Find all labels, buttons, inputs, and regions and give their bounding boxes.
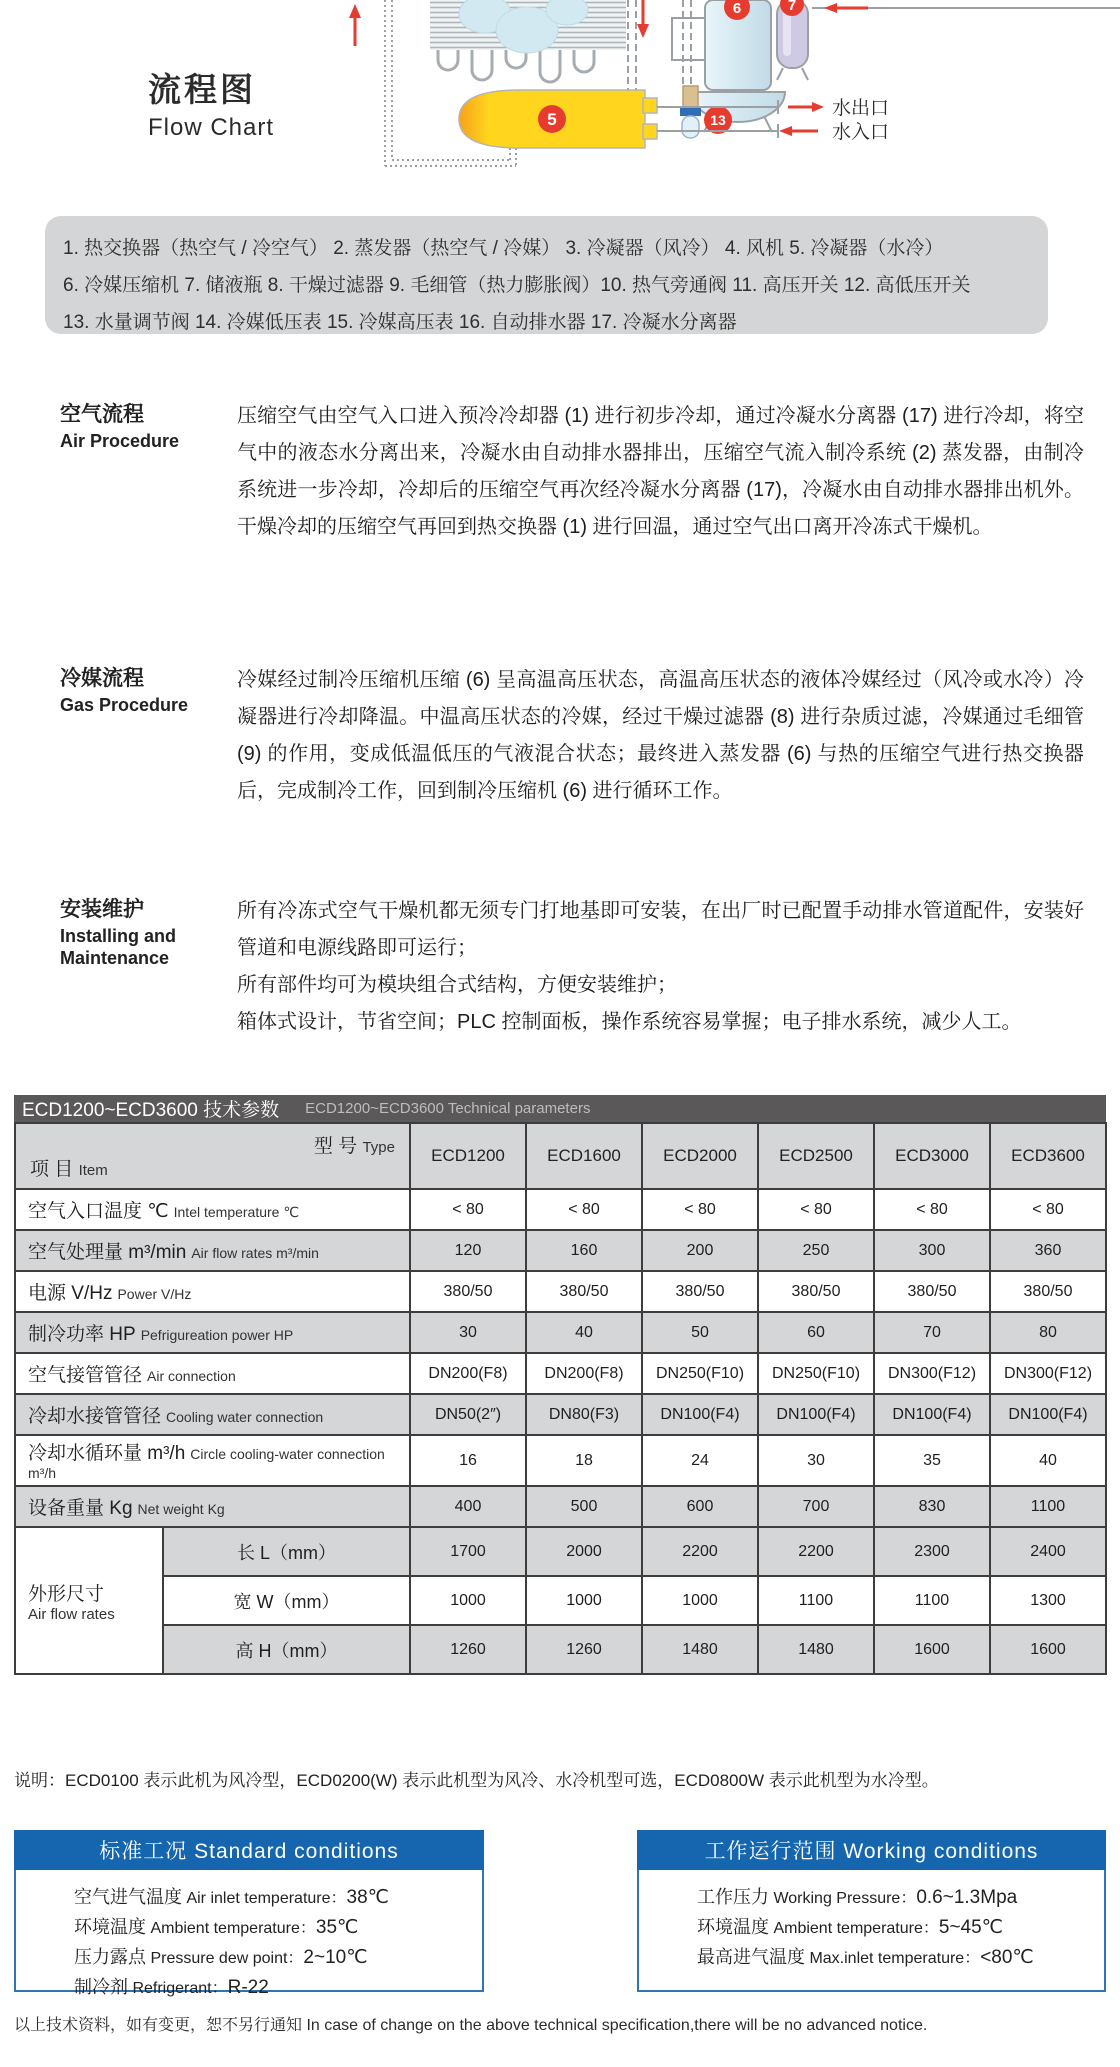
paragraph: 压缩空气由空气入口进入预冷冷却器 (1) 进行初步冷却，通过冷凝水分离器 (17) 进行冷却，将空气中的液态水分离出来，冷凝水由自动排水器排出，压缩空气流入制冷系统 (2) 蒸发器，由制冷系统进一步冷却，冷却后的压缩空气再次经冷凝水分离器 (17)，冷凝水由自动排水器排出机外。干燥冷却的压缩空气再回到热交换器 (1) 进行回温，通过空气出口离开冷冻式干燥机。 [237, 405, 1084, 538]
corner-item-label: 项 目 Item [30, 1159, 108, 1180]
dim-group-label: 外形尺寸 Air flow rates [15, 1527, 163, 1674]
model-note: 说明：ECD0100 表示此机为风冷型，ECD0200(W) 表示此机型为风冷、水冷机型可选，ECD0800W 表示此机型为水冷型。 [14, 1771, 939, 1790]
air-down-arrow-icon [637, 0, 649, 38]
model-header: ECD1600 [526, 1123, 642, 1189]
spec-cell: 250 [758, 1230, 874, 1271]
condition-line: 环境温度 Ambient temperature：5~45℃ [697, 1917, 1004, 1938]
legend-line-3: 13. 水量调节阀 14. 冷媒低压表 15. 冷媒高压表 16. 自动排水器 17. 冷凝水分离器 [63, 312, 737, 333]
spec-cell: 380/50 [642, 1271, 758, 1312]
spec-cell: 1000 [526, 1576, 642, 1625]
dashed-pipes [628, 0, 691, 95]
badge-7-label: 7 [787, 0, 797, 14]
badge-6-label: 6 [732, 0, 742, 17]
spec-cell: DN100(F4) [874, 1394, 990, 1435]
section-gas-procedure [60, 662, 1084, 810]
section-title [60, 893, 237, 1041]
standard-conditions-box [14, 1830, 484, 1998]
spec-cell: 60 [758, 1312, 874, 1353]
table-header-row [15, 1123, 1106, 1189]
spec-cell: DN300(F12) [990, 1353, 1106, 1394]
page-footer: 以上技术资料，如有变更，恕不另行通知 In case of change on the above technical specification,there will be no advanced notice. [14, 2017, 928, 2034]
spec-row-power: 电源 V/Hz Power V/Hz 380/50 380/50 380/50 380/50 380/50 380/50 [15, 1271, 1106, 1312]
section-title-en: Air Procedure [60, 431, 180, 451]
spec-cell: 120 [410, 1230, 526, 1271]
condition-line: 制冷剂 Refrigerant：R-22 [74, 1977, 269, 1998]
spec-row-circle-cooling-water: 冷却水循环量 m³/h Circle cooling-water connection m³/h 16 18 24 30 35 40 [15, 1435, 1106, 1486]
spec-cell: DN100(F4) [758, 1394, 874, 1435]
spec-cell: 400 [410, 1486, 526, 1527]
spec-cell: 18 [526, 1435, 642, 1486]
spec-cell: 40 [990, 1435, 1106, 1486]
spec-cell: 2300 [874, 1527, 990, 1576]
standard-conditions-title: 标准工况 Standard conditions [14, 1830, 484, 1870]
air-up-arrow-icon [349, 4, 361, 46]
spec-cell: < 80 [758, 1189, 874, 1230]
working-conditions-title: 工作运行范围 Working conditions [637, 1830, 1106, 1870]
page-title: 流程图 [148, 71, 256, 108]
spec-cell: 50 [642, 1312, 758, 1353]
refrigerant-return-pipe [812, 3, 1120, 13]
spec-cell: 40 [526, 1312, 642, 1353]
spec-row-refrigeration-power: 制冷功率 HP Pefrigureation power HP 30 40 50 60 70 80 [15, 1312, 1106, 1353]
spec-cell: 16 [410, 1435, 526, 1486]
model-header: ECD3600 [990, 1123, 1106, 1189]
badge-13-label: 13 [710, 112, 726, 128]
spec-cell: 1600 [990, 1625, 1106, 1674]
spec-cell: 360 [990, 1230, 1106, 1271]
legend-line-1: 1. 热交换器（热空气 / 冷空气） 2. 蒸发器（热空气 / 冷媒） 3. 冷凝器（风冷） 4. 风机 5. 冷凝器（水冷） [63, 238, 944, 259]
spec-row-cooling-water-connection: 冷却水接管管径 Cooling water connection DN50(2″) DN80(F3) DN100(F4) DN100(F4) DN100(F4) DN100(F4) [15, 1394, 1106, 1435]
water-condenser-tank [459, 90, 657, 148]
spec-cell: 300 [874, 1230, 990, 1271]
spec-cell: DN100(F4) [990, 1394, 1106, 1435]
dim-label: 宽 W（mm） [163, 1576, 410, 1625]
spec-cell: 1260 [410, 1625, 526, 1674]
standard-conditions-body [14, 1870, 484, 1998]
spec-cell: 30 [758, 1435, 874, 1486]
spec-table-titlebar [14, 1095, 1106, 1122]
spec-cell: DN50(2″) [410, 1394, 526, 1435]
page-subtitle: Flow Chart [148, 114, 275, 141]
water-outlet-label: 水出口 [832, 98, 890, 119]
condition-line: 最高进气温度 Max.inlet temperature：<80℃ [697, 1947, 1034, 1968]
spec-row-net-weight: 设备重量 Kg Net weight Kg 400 500 600 700 830 1100 [15, 1486, 1106, 1527]
spec-cell: 1100 [758, 1576, 874, 1625]
spec-table-title-zh: ECD1200~ECD3600 技术参数 [22, 1100, 280, 1121]
condition-line: 空气进气温度 Air inlet temperature：38℃ [74, 1887, 390, 1908]
section-body [237, 662, 1084, 810]
spec-table-title-en: ECD1200~ECD3600 Technical parameters [305, 1100, 591, 1117]
spec-cell: 70 [874, 1312, 990, 1353]
working-conditions-box [637, 1830, 1106, 1992]
paragraph: 箱体式设计，节省空间；PLC 控制面板，操作系统容易掌握；电子排水系统，减少人工。 [237, 1011, 1022, 1033]
dim-row-length [15, 1527, 1106, 1576]
section-title [60, 398, 237, 546]
condition-line: 工作压力 Working Pressure：0.6~1.3Mpa [697, 1887, 1018, 1908]
spec-cell: 1100 [874, 1576, 990, 1625]
condition-line: 压力露点 Pressure dew point：2~10℃ [74, 1947, 368, 1968]
model-header: ECD2000 [642, 1123, 758, 1189]
model-header: ECD1200 [410, 1123, 526, 1189]
spec-cell: < 80 [410, 1189, 526, 1230]
section-installing-maintenance [60, 893, 1084, 1041]
working-conditions-body [637, 1870, 1106, 1992]
dim-label: 高 H（mm） [163, 1625, 410, 1674]
spec-cell: 380/50 [410, 1271, 526, 1312]
spec-cell: 24 [642, 1435, 758, 1486]
paragraph: 所有冷冻式空气干燥机都无须专门打地基即可安装，在出厂时已配置手动排水管道配件，安装好管道和电源线路即可运行； [237, 900, 1084, 959]
spec-cell: 1000 [642, 1576, 758, 1625]
spec-cell: DN100(F4) [642, 1394, 758, 1435]
spec-cell: < 80 [642, 1189, 758, 1230]
paragraph: 所有部件均可为模块组合式结构，方便安装维护； [237, 974, 677, 996]
spec-table [14, 1122, 1107, 1675]
spec-cell: 80 [990, 1312, 1106, 1353]
spec-cell: < 80 [874, 1189, 990, 1230]
model-header: ECD2500 [758, 1123, 874, 1189]
paragraph: 冷媒经过制冷压缩机压缩 (6) 呈高温高压状态，高温高压状态的液体冷媒经过（风冷或水冷）冷凝器进行冷却降温。中温高压状态的冷媒，经过干燥过滤器 (8) 进行杂质过滤，冷媒通过毛细管 (9) 的作用，变成低温低压的气液混合状态；最终进入蒸发器 (6) 与热的压缩空气进行热交换器后，完成制冷工作，回到制冷压缩机 (6) 进行循环工作。 [237, 669, 1084, 802]
spec-cell: 2000 [526, 1527, 642, 1576]
spec-cell: 380/50 [526, 1271, 642, 1312]
spec-cell: 2200 [758, 1527, 874, 1576]
receiver-vessel [777, 0, 808, 80]
spec-cell: 30 [410, 1312, 526, 1353]
section-title-en: Gas Procedure [60, 695, 189, 715]
dim-row-width [15, 1576, 1106, 1625]
spec-cell: 2200 [642, 1527, 758, 1576]
badge-5-label: 5 [547, 110, 557, 129]
component-legend [45, 216, 1048, 334]
spec-cell: 380/50 [758, 1271, 874, 1312]
spec-cell: DN200(F8) [410, 1353, 526, 1394]
spec-cell: 500 [526, 1486, 642, 1527]
dim-label: 长 L（mm） [163, 1527, 410, 1576]
corner-type-label: 型 号 Type [313, 1136, 395, 1157]
spec-cell: < 80 [526, 1189, 642, 1230]
spec-cell: 380/50 [990, 1271, 1106, 1312]
spec-cell: DN200(F8) [526, 1353, 642, 1394]
spec-cell: 1300 [990, 1576, 1106, 1625]
spec-cell: < 80 [990, 1189, 1106, 1230]
spec-cell: 1100 [990, 1486, 1106, 1527]
model-header: ECD3000 [874, 1123, 990, 1189]
section-title-zh: 空气流程 [60, 403, 144, 426]
legend-line-2: 6. 冷媒压缩机 7. 储液瓶 8. 干燥过滤器 9. 毛细管（热力膨胀阀）10. 热气旁通阀 11. 高压开关 12. 高低压开关 [63, 275, 971, 296]
spec-cell: DN250(F10) [758, 1353, 874, 1394]
spec-cell: 830 [874, 1486, 990, 1527]
section-title-en: Installing and Maintenance [60, 926, 177, 968]
spec-row-air-flow: 空气处理量 m³/min Air flow rates m³/min 120 160 200 250 300 360 [15, 1230, 1106, 1271]
spec-cell: DN250(F10) [642, 1353, 758, 1394]
spec-row-air-connection: 空气接管管径 Air connection DN200(F8) DN200(F8) DN250(F10) DN250(F10) DN300(F12) DN300(F12) [15, 1353, 1106, 1394]
spec-cell: DN300(F12) [874, 1353, 990, 1394]
condition-line: 环境温度 Ambient temperature：35℃ [74, 1917, 359, 1938]
section-title [60, 662, 237, 810]
section-body [237, 398, 1084, 546]
spec-cell: 1260 [526, 1625, 642, 1674]
spec-row-inlet-temp: 空气入口温度 ℃ Intel temperature ℃ < 80 < 80 < 80 < 80 < 80 < 80 [15, 1189, 1106, 1230]
spec-cell: 200 [642, 1230, 758, 1271]
dim-row-height [15, 1625, 1106, 1674]
spec-cell: 35 [874, 1435, 990, 1486]
spec-cell: 160 [526, 1230, 642, 1271]
table-corner-cell [15, 1123, 410, 1189]
spec-cell: 700 [758, 1486, 874, 1527]
spec-cell: 1700 [410, 1527, 526, 1576]
section-title-zh: 冷媒流程 [60, 667, 144, 690]
section-air-procedure [60, 398, 1084, 546]
section-body [237, 893, 1084, 1041]
spec-cell: 600 [642, 1486, 758, 1527]
spec-cell: 1600 [874, 1625, 990, 1674]
spec-cell: 380/50 [874, 1271, 990, 1312]
spec-cell: 1480 [758, 1625, 874, 1674]
spec-cell: DN80(F3) [526, 1394, 642, 1435]
flow-chart-title-block [148, 64, 274, 142]
section-title-zh: 安装维护 [60, 898, 144, 921]
spec-cell: 1000 [410, 1576, 526, 1625]
spec-cell: 2400 [990, 1527, 1106, 1576]
flow-chart-diagram [320, 0, 1120, 170]
water-inlet-label: 水入口 [832, 122, 890, 143]
spec-cell: 1480 [642, 1625, 758, 1674]
